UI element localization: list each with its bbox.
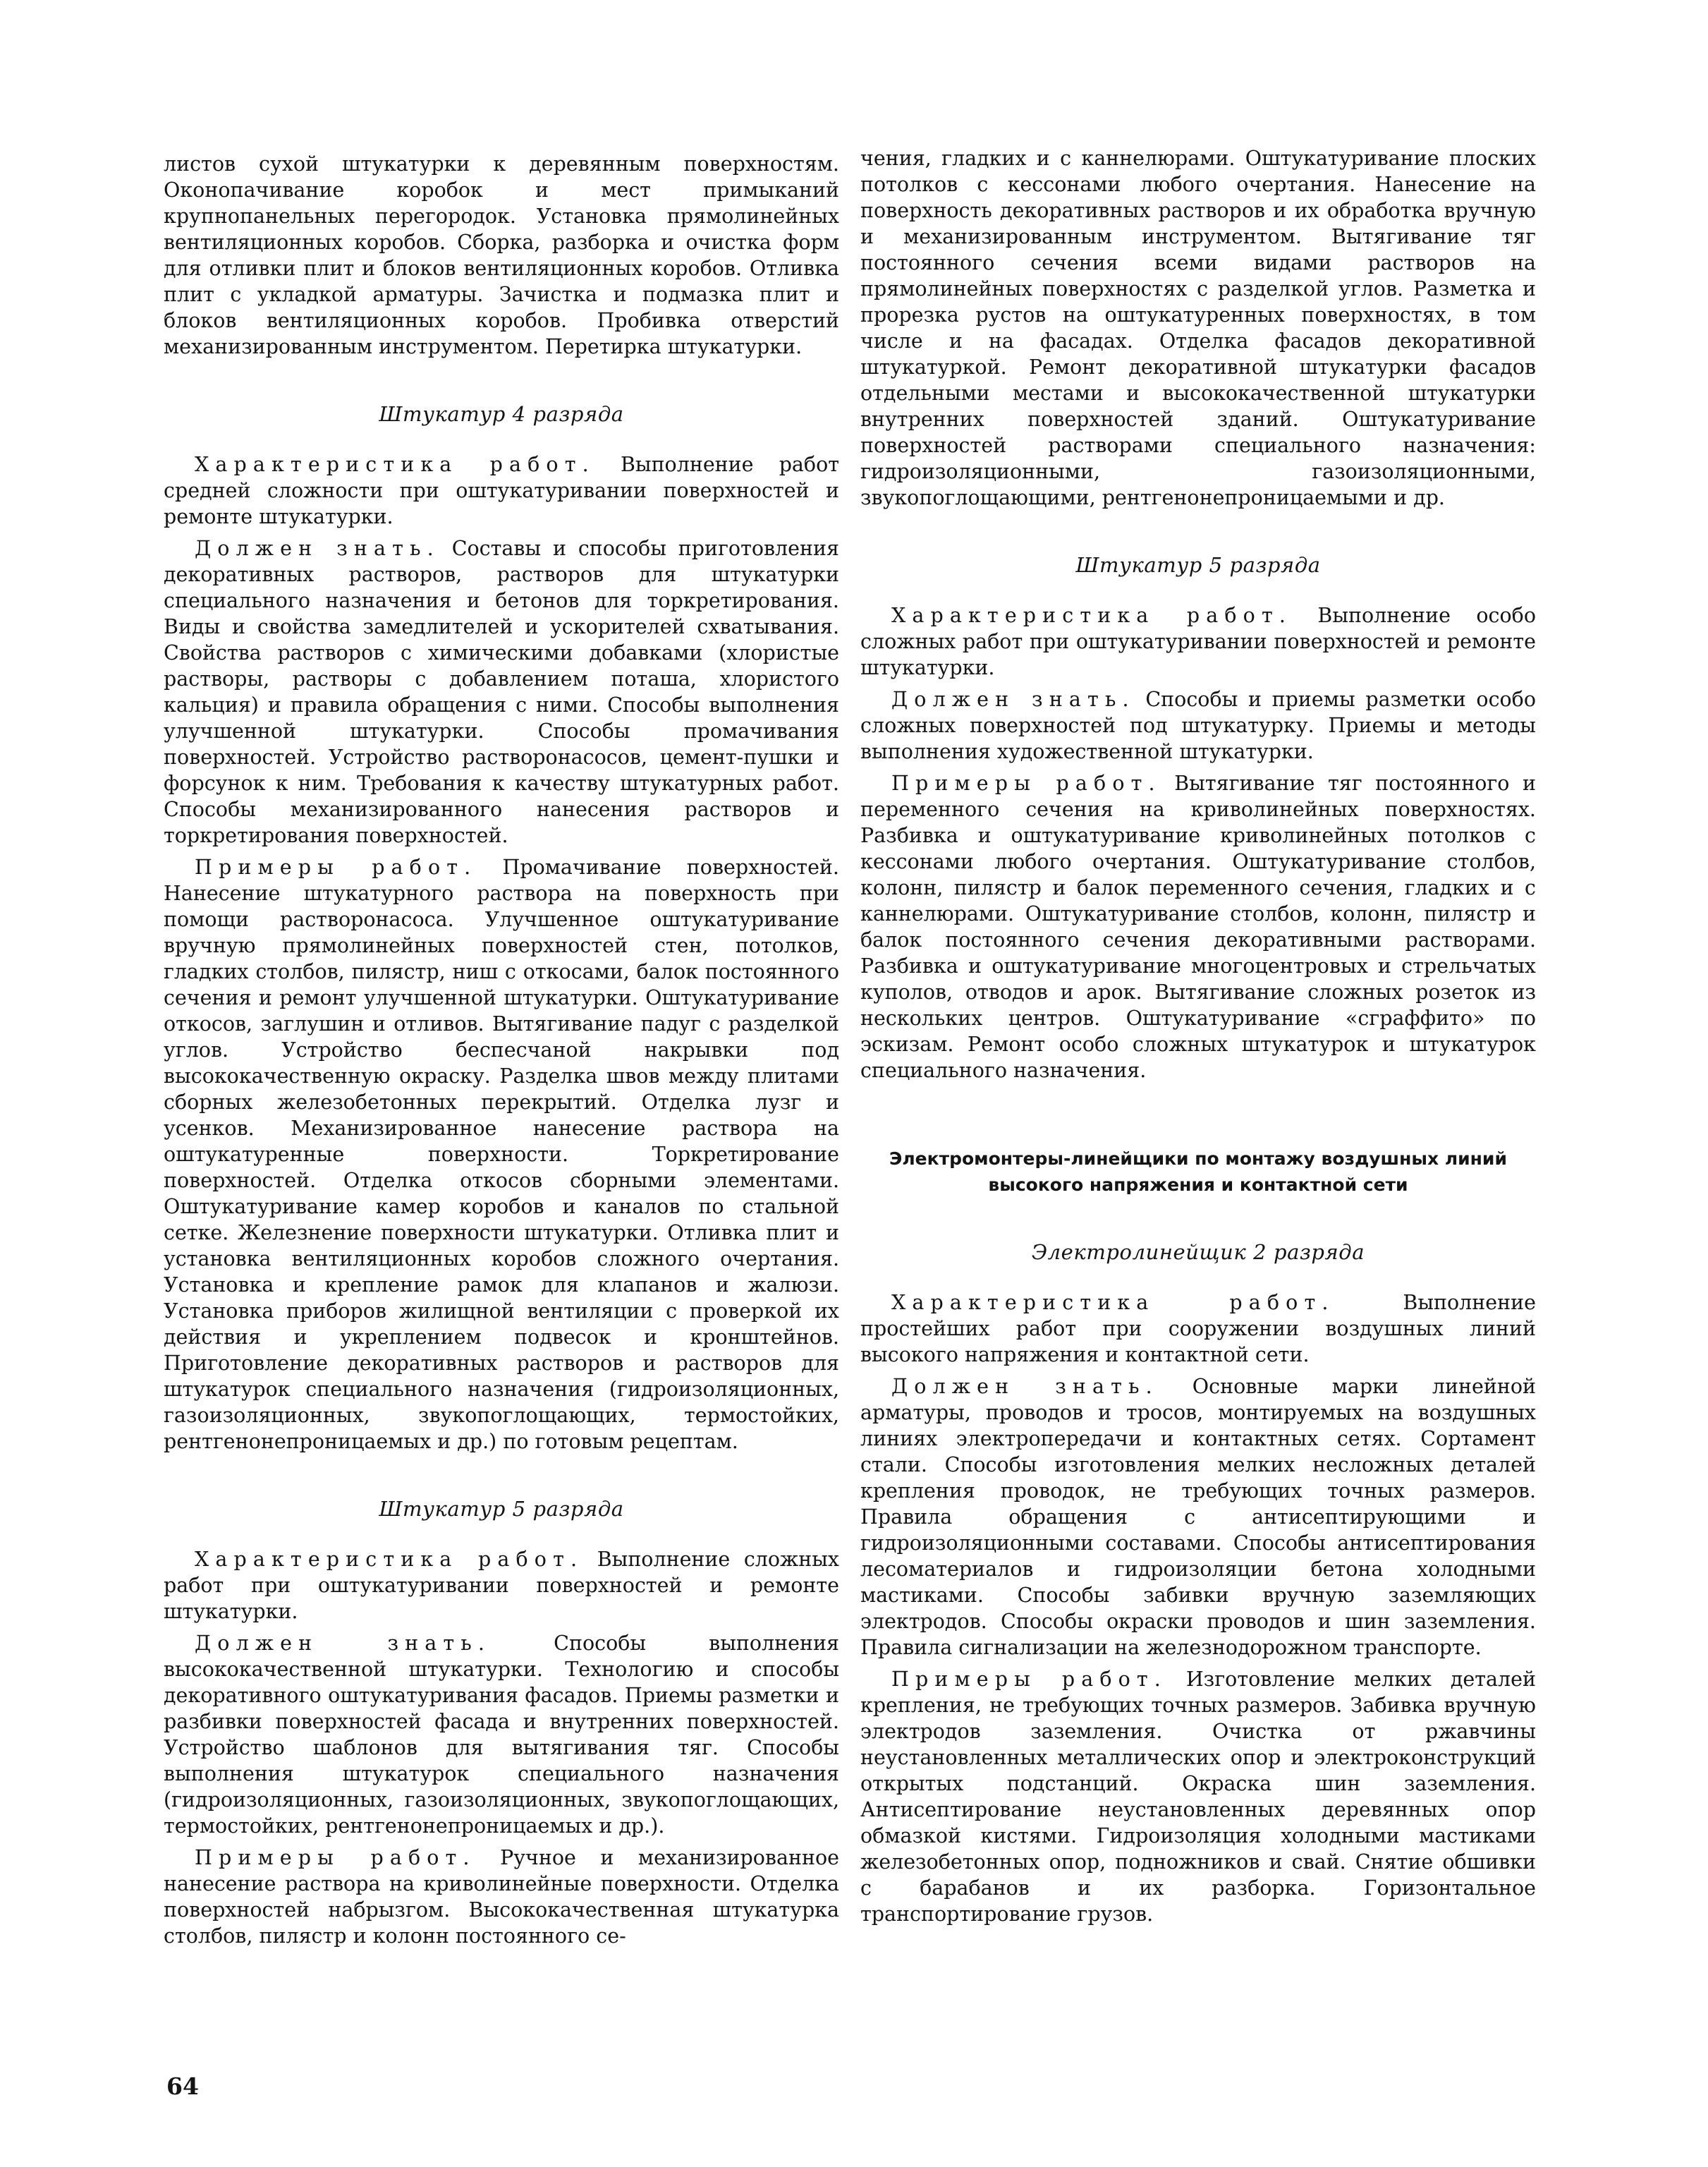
label: Примеры работ. (195, 1846, 476, 1869)
rank5-knowledge (164, 1630, 839, 1839)
intro-paragraph: листов сухой штукатурки к деревянным поверхностям. Оконопачивание коробок и мест примыканий крупнопанельных перегородок. Установка прямолинейных вентиляционных коробов. Сборка, разборка и очистка форм для отливки плит и блоков вентиляционных коробов. Отливка плит с укладкой арматуры. Зачистка и подмазка плит и блоков вентиляционных коробов. Пробивка отверстий механизированным инструментом. Перетирка штукатурки. (164, 152, 839, 358)
rank4-examples (164, 854, 839, 1455)
page-number: 64 (166, 2072, 199, 2100)
label: Примеры работ. (195, 856, 477, 879)
left-column (164, 151, 839, 1949)
rank4-characteristics (164, 451, 839, 530)
label: Примеры работ. (891, 772, 1161, 795)
rank4-heading: Штукатур 4 разряда (379, 402, 624, 426)
electro2-characteristics (860, 1289, 1536, 1368)
label: Должен знать. (891, 688, 1135, 711)
rank4-knowledge (164, 535, 839, 849)
text: Выполнение сложных работ при оштукатуривании поверхностей и ремонте штукатурки. (164, 1548, 840, 1623)
text: Промачивание поверхностей. Нанесение штукатурного раствора на поверхность при помощи растворонасоса. Улучшенное оштукатуривание вручную прямолинейных поверхностей стен, потолков, гладких столбов, пилястр, ниш с откосами, балок постоянного сечения и ремонт улучшенной штукатурки. Оштукатуривание откосов, заглушин и отливов. Вытягивание падуг с разделкой углов. Устройство беспесчаной накрывки под высококачественную окраску. Разделка швов между плитами сборных железобетонных перекрытий. Отделка лузг и усенков. Механизированное нанесение раствора на оштукатуренные поверхности. Торкретирование поверхностей. Отделка откосов сборными элементами. Оштукатуривание камер коробов и каналов по стальной сетке. Железнение поверхности штукатурки. Отливка плит и установка вентиляционных коробов сложного очертания. Установка и крепление рамок для клапанов и жалюзи. Установка приборов жилищной вентиляции с проверкой их действия и укреплением подвесок и кронштейнов. Приготовление декоративных растворов и растворов для штукатурок специального назначения (гидроизоляционных, газоизоляционных, звукопоглощающих, термостойких, рентгенонепроницаемых и др.) по готовым рецептам. (164, 856, 839, 1453)
rank5b-examples (860, 770, 1536, 1084)
rank5-examples (164, 1845, 839, 1949)
right-column (860, 145, 1536, 1927)
text: Выполнение работ средней сложности при оштукатуривании поверхностей и ремонте штукатурки. (164, 453, 840, 528)
electro2-knowledge (860, 1373, 1536, 1661)
rank5-characteristics (164, 1546, 839, 1625)
label: Должен знать. (891, 1375, 1159, 1398)
label: Должен знать. (195, 1632, 492, 1655)
text: Способы выполнения высококачественной штукатурки. Технологию и способы декоративного оштукатуривания фасадов. Приемы разметки и разбивки поверхностей фасада и внутренних поверхностей. Устройство шаблонов для вытягивания тяг. Способы выполнения штукатурок специального назначения (гидроизоляционных, газоизоляционных, звукопоглощающих, термостойких, рентгенонепроницаемых и др.). (164, 1632, 839, 1838)
rank5-heading: Штукатур 5 разряда (379, 1497, 624, 1521)
electro2-heading: Электролинейщик 2 разряда (1031, 1240, 1365, 1264)
text: Изготовление мелких деталей крепления, не требующих точных размеров. Забивка вручную электродов заземления. Очистка от ржавчины неустановленных металлических опор и электроконструкций открытых подстанций. Окраска шин заземления. Антисептирование неустановленных деревянных опор обмазкой кистями. Гидроизоляция холодными мастиками железобетонных опор, подножников и свай. Снятие обшивки с барабанов и их разборка. Горизонтальное транспортирование грузов. (860, 1668, 1536, 1926)
text: Составы и способы приготовления декоративных растворов, растворов для штукатурки специального назначения и бетонов для торкретирования. Виды и свойства замедлителей и ускорителей схватывания. Свойства растворов с химическими добавками (хлористые растворы, растворы с добавлением поташа, хлористого кальция) и правила обращения с ними. Способы выполнения улучшенной штукатурки. Способы промачивания поверхностей. Устройство растворонасосов, цемент-пушки и форсунок к ним. Требования к качеству штукатурных работ. Способы механизированного нанесения растворов и торкретирования поверхностей. (164, 537, 839, 847)
text: Вытягивание тяг постоянного и переменного сечения на криволинейных поверхностях. Разбивка и оштукатуривание криволинейных потолков с кессонами любого очертания. Оштукатуривание столбов, колонн, пилястр и балок переменного сечения, гладких и с каннелюрами. Оштукатуривание столбов, колонн, пилястр и балок постоянного сечения декоративными растворами. Разбивка и оштукатуривание многоцентровых и стрельчатых куполов, отводов и арок. Вытягивание сложных розеток из нескольких центров. Оштукатуривание «сграффито» по эскизам. Ремонт особо сложных штукатурок и штукатурок специального назначения. (860, 772, 1536, 1082)
rank5b-knowledge (860, 686, 1536, 765)
rank5b-heading: Штукатур 5 разряда (1075, 553, 1321, 577)
label: Характеристика работ. (891, 1291, 1335, 1314)
electro2-examples (860, 1666, 1536, 1927)
label: Характеристика работ. (195, 453, 595, 476)
text: Выполнение простейших работ при сооружении воздушных линий высокого напряжения и контактной сети. (860, 1291, 1537, 1366)
label: Характеристика работ. (891, 604, 1293, 627)
text: Ручное и механизированное нанесение раствора на криволинейные поверхности. Отделка поверхностей набрызгом. Высококачественная штукатурка столбов, пилястр и колонн постоянного се- (164, 1846, 839, 1948)
text: Способы и приемы разметки особо сложных поверхностей под штукатурку. Приемы и методы выполнения художественной штукатурки. (860, 688, 1537, 763)
label: Примеры работ. (891, 1668, 1167, 1691)
continuation-paragraph: чения, гладких и с каннелюрами. Оштукатуривание плоских потолков с кессонами любого очертания. Нанесение на поверхность декоративных растворов и их обработка вручную и механизированным инструментом. Вытягивание тяг постоянного сечения всеми видами растворов на прямолинейных поверхностях с разделкой углов. Разметка и прорезка рустов на оштукатуренных поверхностях, в том числе и на фасадах. Отделка фасадов декоративной штукатуркой. Ремонт декоративной штукатурки фасадов отдельными местами и высококачественной штукатурки внутренних поверхностей зданий. Оштукатуривание поверхностей растворами специального назначения: гидроизоляционными, газоизоляционными, звукопоглощающими, рентгенонепроницаемыми и др. (860, 147, 1536, 509)
text: Основные марки линейной арматуры, проводов и тросов, монтируемых на воздушных линиях электропередачи и контактных сетях. Сортамент стали. Способы изготовления мелких несложных деталей крепления проводок, не требующих точных размеров. Правила обращения с антисептирующими и гидроизоляционными составами. Способы антисептирования лесоматериалов и гидроизоляции бетона холодными мастиками. Способы забивки вручную заземляющих электродов. Способы окраски проводов и шин заземления. Правила сигнализации на железнодорожном транспорте. (860, 1375, 1536, 1659)
text: Выполнение особо сложных работ при оштукатуривании поверхностей и ремонте штукатурки. (860, 604, 1536, 679)
rank5b-characteristics (860, 602, 1536, 681)
label: Должен знать. (195, 537, 440, 560)
label: Характеристика работ. (195, 1548, 584, 1571)
section-heading: Электромонтеры-линейщики по монтажу воздушных линий высокого напряжения и контактной сети (889, 1148, 1507, 1195)
